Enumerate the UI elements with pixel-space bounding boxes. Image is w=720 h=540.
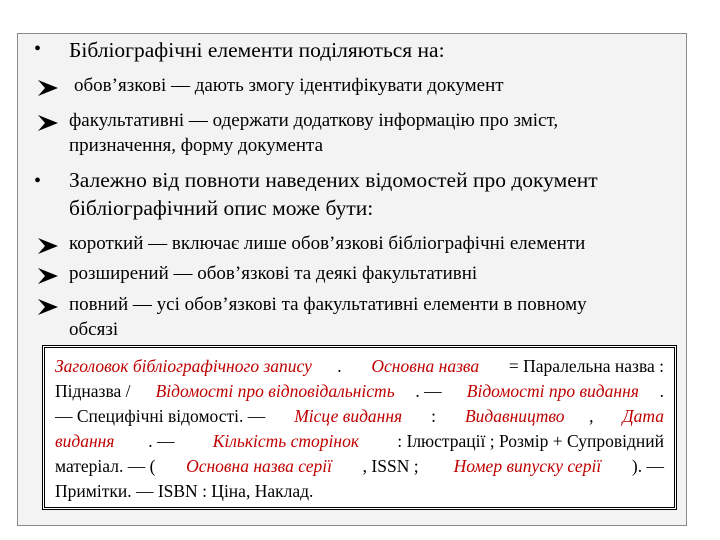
arrowhead-bullet-icon <box>37 236 59 256</box>
citation-text: Підназва / <box>55 381 135 401</box>
heading-description-types-cont: бібліографічний опис може бути: <box>69 196 374 220</box>
list-item-extended: розширений — обов’язкові та деякі факультативні <box>69 263 478 284</box>
citation-line <box>55 408 664 426</box>
citation-text: , ISSN ; <box>362 456 423 476</box>
list-item-optional: факультативні — одержати додаткову інформацію про зміст, <box>69 110 559 131</box>
citation-element-name: Заголовок бібліографічного запису <box>55 356 312 376</box>
arrowhead-bullet-icon <box>37 297 59 317</box>
heading-description-types: Залежно від повноти наведених відомостей про документ <box>69 168 598 192</box>
citation-element-name: Відомості про видання <box>466 381 639 401</box>
citation-element-name: Основна назва серії <box>186 456 332 476</box>
citation-text: . — <box>148 431 179 451</box>
arrowhead-bullet-icon <box>37 78 59 98</box>
citation-element-name: Дата <box>622 406 664 426</box>
citation-element-name: Основна назва <box>371 356 480 376</box>
citation-text: = Паралельна назва : <box>504 356 664 376</box>
round-bullet-icon: • <box>34 38 42 60</box>
citation-element-name: видання <box>55 431 115 451</box>
citation-line <box>55 483 664 501</box>
citation-line <box>55 383 664 401</box>
heading-elements-division: Бібліографічні елементи поділяються на: <box>69 38 445 62</box>
citation-text: ). — <box>631 456 664 476</box>
list-item-optional-cont: призначення, форму документа <box>69 135 324 156</box>
citation-text: , <box>589 406 598 426</box>
citation-text: матеріал. — ( <box>55 456 156 476</box>
citation-element-name: Місце видання <box>294 406 403 426</box>
citation-element-name: Номер випуску серії <box>453 456 602 476</box>
list-item-full: повний — усі обов’язкові та факультативні елементи в повному <box>69 294 587 315</box>
citation-text: — Специфічні відомості. — <box>55 406 270 426</box>
list-item-mandatory: обов’язкові — дають змогу ідентифікувати документ <box>74 75 504 96</box>
citation-line <box>55 458 664 476</box>
list-item-full-cont: обсязі <box>69 319 119 340</box>
arrowhead-bullet-icon <box>37 266 59 286</box>
citation-text: Примітки. — ISBN : Ціна, Наклад. <box>55 481 314 501</box>
citation-element-name: Кількість сторінок <box>212 431 360 451</box>
citation-template-box <box>42 345 677 510</box>
citation-text: . — <box>415 381 447 401</box>
citation-element-name: Видавництво <box>464 406 565 426</box>
citation-text: . <box>659 381 664 401</box>
round-bullet-icon: • <box>34 170 42 192</box>
citation-text: : <box>426 406 441 426</box>
citation-line <box>55 358 664 376</box>
citation-line <box>55 433 664 451</box>
citation-element-name: Відомості про відповідальність <box>155 381 395 401</box>
citation-text: : Ілюстрації ; Розмір + Супровідний <box>392 431 664 451</box>
list-item-short: короткий — включає лише обов’язкові бібліографічні елементи <box>69 233 586 254</box>
citation-text: . <box>337 356 347 376</box>
arrowhead-bullet-icon <box>37 113 59 133</box>
